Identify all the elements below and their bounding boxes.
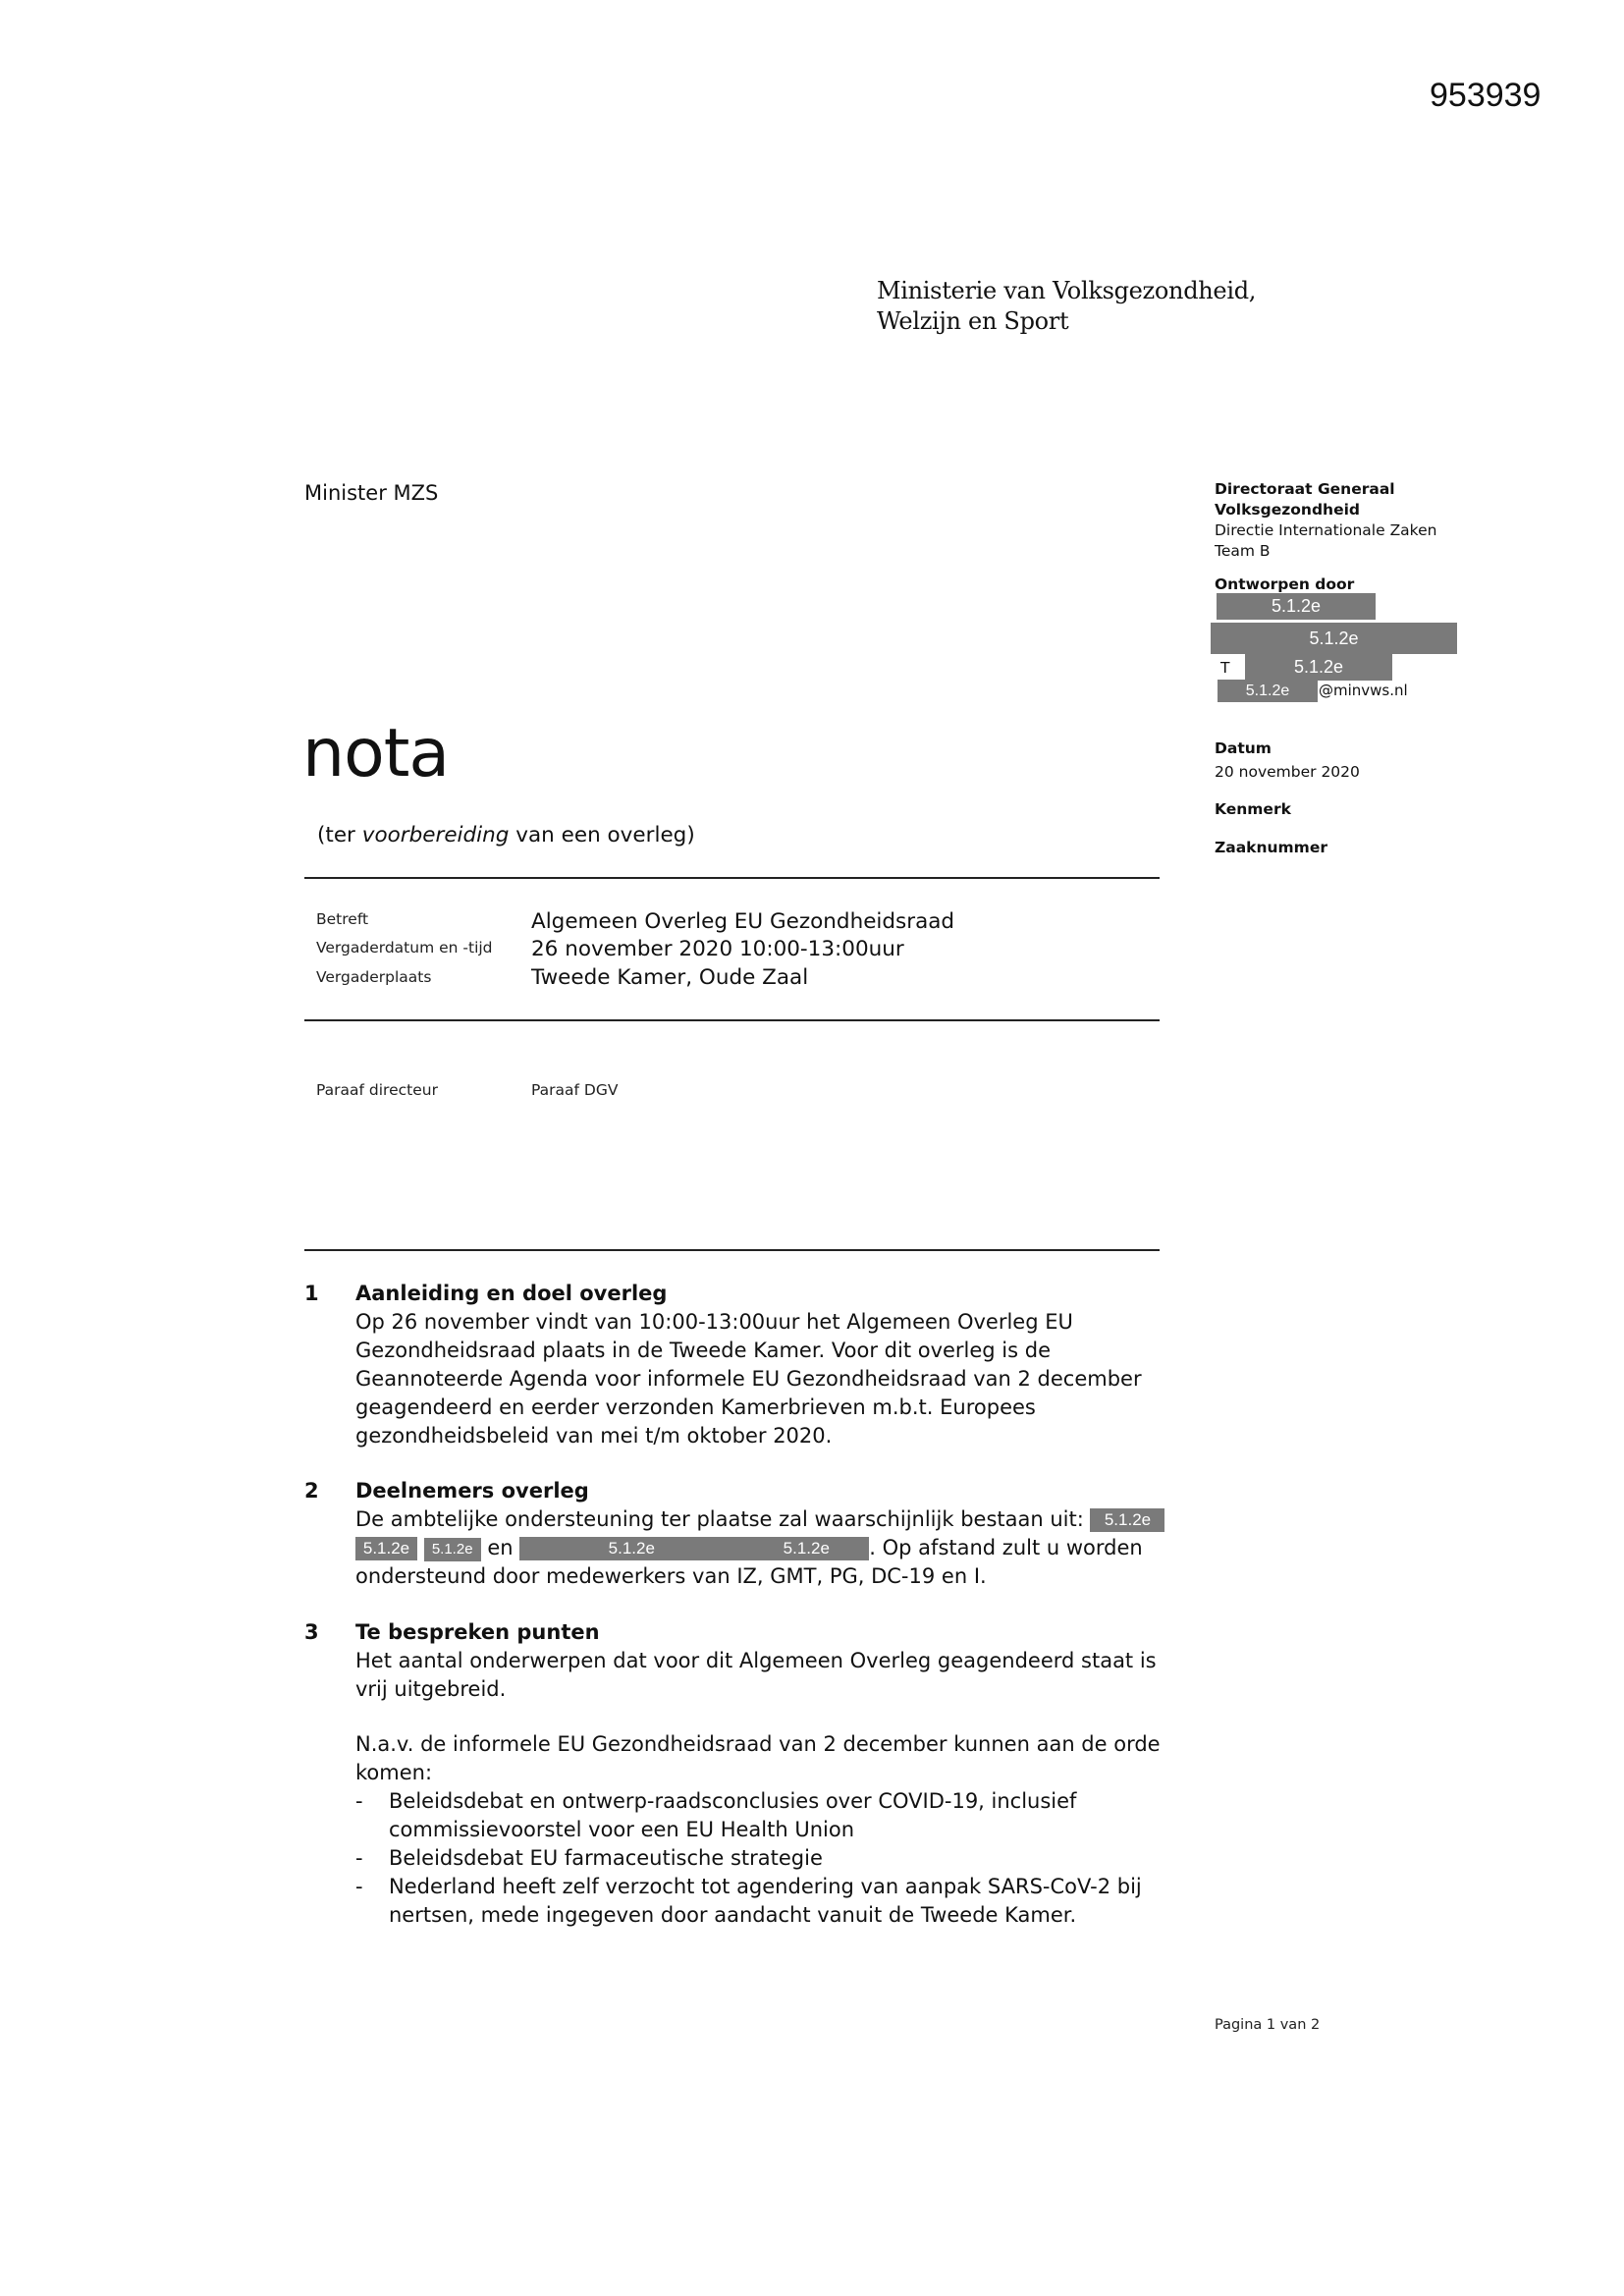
date-label: Datum	[1215, 739, 1272, 757]
redaction-block: 5.1.2e	[355, 1537, 417, 1560]
section-1-number: 1	[304, 1282, 319, 1305]
section-3-title: Te bespreken punten	[355, 1620, 600, 1644]
redaction-block: 5.1.2e	[1245, 654, 1392, 681]
text-line: N.a.v. de informele EU Gezondheidsraad van 2 december kunnen aan de orde	[355, 1732, 1161, 1756]
section-3-intro	[355, 1647, 1157, 1704]
redaction-block: 5.1.2e	[743, 1537, 869, 1560]
divider	[304, 877, 1160, 879]
phone-prefix: T	[1220, 659, 1230, 677]
addressee: Minister MZS	[304, 481, 439, 505]
divider	[304, 1019, 1160, 1021]
section-2-title: Deelnemers overleg	[355, 1479, 589, 1503]
sidebar-organization	[1215, 479, 1436, 562]
text-line: Het aantal onderwerpen dat voor dit Algemeen Overleg geagendeerd staat is	[355, 1649, 1157, 1672]
text-line: De ambtelijke ondersteuning ter plaatse zal waarschijnlijk bestaan uit: 5.1.2e	[355, 1505, 1164, 1534]
director-signoff-label: Paraaf directeur	[316, 1081, 438, 1099]
text-line: geagendeerd en eerder verzonden Kamerbrieven m.b.t. Europees	[355, 1395, 1036, 1419]
subject-value: Algemeen Overleg EU Gezondheidsraad	[531, 909, 955, 934]
org-line-3: Directie Internationale Zaken	[1215, 521, 1437, 539]
redaction-block: 5.1.2e	[1211, 623, 1457, 654]
section-1-title: Aanleiding en doel overleg	[355, 1282, 668, 1305]
redaction-block: 5.1.2e	[1218, 680, 1318, 702]
location-label: Vergaderplaats	[316, 968, 432, 986]
ministry-name-line2: Welzijn en Sport	[877, 307, 1069, 335]
text-line: Geannoteerde Agenda voor informele EU Gezondheidsraad van 2 december	[355, 1367, 1142, 1391]
text-line: vrij uitgebreid.	[355, 1677, 507, 1701]
section-3-lead	[355, 1730, 1161, 1787]
list-item: - Nederland heeft zelf verzocht tot agendering van aanpak SARS-CoV-2 bij nertsen, mede ingegeven door aandacht vanuit de Tweede Kamer.	[355, 1875, 1142, 1927]
reference-label: Kenmerk	[1215, 800, 1291, 818]
org-line-4: Team B	[1215, 542, 1271, 560]
location-value: Tweede Kamer, Oude Zaal	[531, 965, 809, 990]
drafted-by-label: Ontworpen door	[1215, 575, 1355, 593]
agenda-bullet-list	[355, 1787, 1142, 1930]
list-item: - Beleidsdebat en ontwerp-raadsconclusies over COVID-19, inclusief commissievoorstel voor een EU Health Union	[355, 1789, 1077, 1841]
section-3-number: 3	[304, 1620, 319, 1644]
ministry-name-line1: Ministerie van Volksgezondheid,	[877, 277, 1257, 304]
redaction-block: 5.1.2e	[424, 1538, 481, 1561]
divider	[304, 1249, 1160, 1251]
org-line-1: Directoraat Generaal	[1215, 480, 1395, 498]
redaction-block: 5.1.2e	[1217, 593, 1376, 620]
dgv-signoff-label: Paraaf DGV	[531, 1081, 619, 1099]
text-line: 5.1.2e 5.1.2e en 5.1.2e 5.1.2e . Op afstand zult u worden	[355, 1534, 1164, 1562]
email-suffix: @minvws.nl	[1319, 682, 1408, 699]
page-number: Pagina 1 van 2	[1215, 2017, 1321, 2033]
document-number: 953939	[1430, 77, 1542, 114]
redaction-block: 5.1.2e	[519, 1537, 743, 1560]
section-1-body	[355, 1308, 1142, 1450]
text-line: komen:	[355, 1761, 433, 1784]
list-item: - Beleidsdebat EU farmaceutische strategie	[355, 1846, 823, 1870]
section-2-number: 2	[304, 1479, 319, 1503]
text-line: Op 26 november vindt van 10:00-13:00uur het Algemeen Overleg EU	[355, 1310, 1073, 1334]
ministry-logo-text	[877, 276, 1256, 337]
case-number-label: Zaaknummer	[1215, 839, 1327, 856]
datetime-value: 26 november 2020 10:00-13:00uur	[531, 937, 904, 961]
text-line: ondersteund door medewerkers van IZ, GMT, PG, DC-19 en I.	[355, 1564, 987, 1588]
section-2-body	[355, 1505, 1164, 1591]
redaction-block: 5.1.2e	[1090, 1508, 1164, 1532]
text-line: gezondheidsbeleid van mei t/m oktober 2020.	[355, 1424, 833, 1448]
text-line: Gezondheidsraad plaats in de Tweede Kamer. Voor dit overleg is de	[355, 1339, 1052, 1362]
date-value: 20 november 2020	[1215, 763, 1360, 781]
datetime-label: Vergaderdatum en -tijd	[316, 939, 493, 957]
document-subtitle: (ter voorbereiding van een overleg)	[317, 823, 695, 847]
subject-label: Betreft	[316, 910, 369, 928]
org-line-2: Volksgezondheid	[1215, 501, 1361, 519]
document-title: nota	[302, 715, 450, 793]
